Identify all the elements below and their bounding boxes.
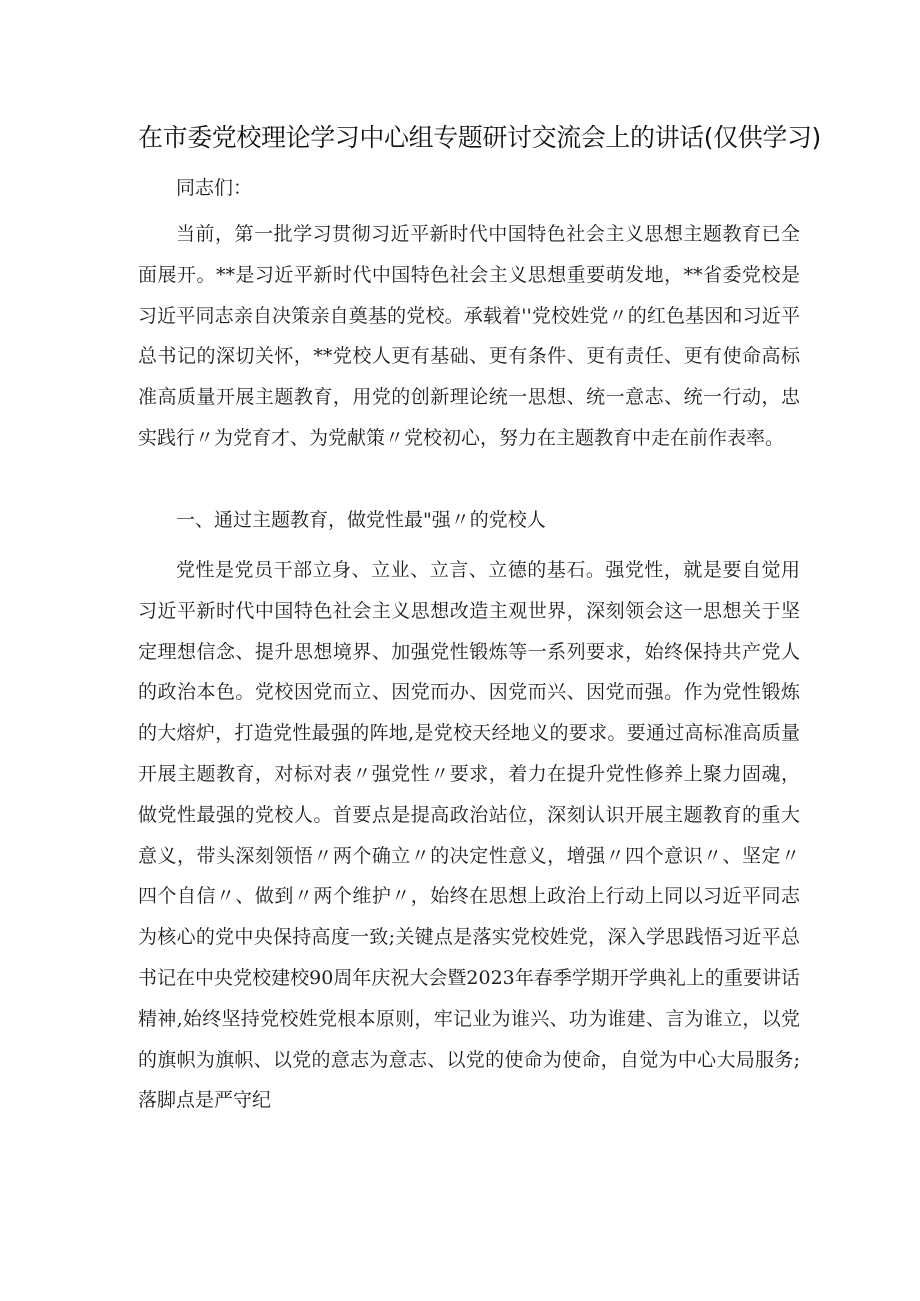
salutation: 同志们： [176, 177, 253, 199]
section-heading: 一、通过主题教育，做党性最"强〃的党校人 [176, 509, 546, 531]
document-title: 在市委党校理论学习中心组专题研讨交流会上的讲话(仅供学习) [138, 123, 821, 152]
intro-block [138, 214, 800, 459]
intro-paragraph: 当前，第一批学习贯彻习近平新时代中国特色社会主义思想主题教育已全面展开。**是习近平新时代中国特色社会主义思想重要萌发地，**省委党校是习近平同志亲自决策亲自奠基的党校。承载着''党校姓党〃的红色基因和习近平总书记的深切关怀，**党校人更有基础、更有条件、更有责任、更有使命高标准高质量开展主题教育，用党的创新理论统一思想、统一意志、统一行动，忠实践行〃为党育才、为党献策〃党校初心，努力在主题教育中走在前作表率。 [138, 223, 800, 449]
salutation-block [138, 168, 800, 209]
section-heading-block [138, 500, 800, 541]
section-body-block [138, 550, 800, 1121]
section-paragraph: 党性是党员干部立身、立业、立言、立德的基石。强党性，就是要自觉用习近平新时代中国特色社会主义思想改造主观世界，深刻领会这一思想关于坚定理想信念、提升思想境界、加强党性锻炼等一系列要求，始终保持共产党人的政治本色。党校因党而立、因党而办、因党而兴、因党而强。作为党性锻炼的大熔炉，打造党性最强的阵地,是党校天经地义的要求。要通过高标准高质量开展主题教育，对标对表〃强党性〃要求，着力在提升党性修养上聚力固魂，做党性最强的党校人。首要点是提高政治站位，深刻认识开展主题教育的重大意义，带头深刻领悟〃两个确立〃的决定性意义，增强〃四个意识〃、坚定〃四个自信〃、做到〃两个维护〃，始终在思想上政治上行动上同以习近平同志为核心的党中央保持高度一致;关键点是落实党校姓党，深入学思践悟习近平总书记在中央党校建校90周年庆祝大会暨2023年春季学期开学典礼上的重要讲话精神,始终坚持党校姓党根本原则，牢记业为谁兴、功为谁建、言为谁立，以党的旗帜为旗帜、以党的意志为意志、以党的使命为使命，自觉为中心大局服务;落脚点是严守纪 [138, 559, 800, 1112]
